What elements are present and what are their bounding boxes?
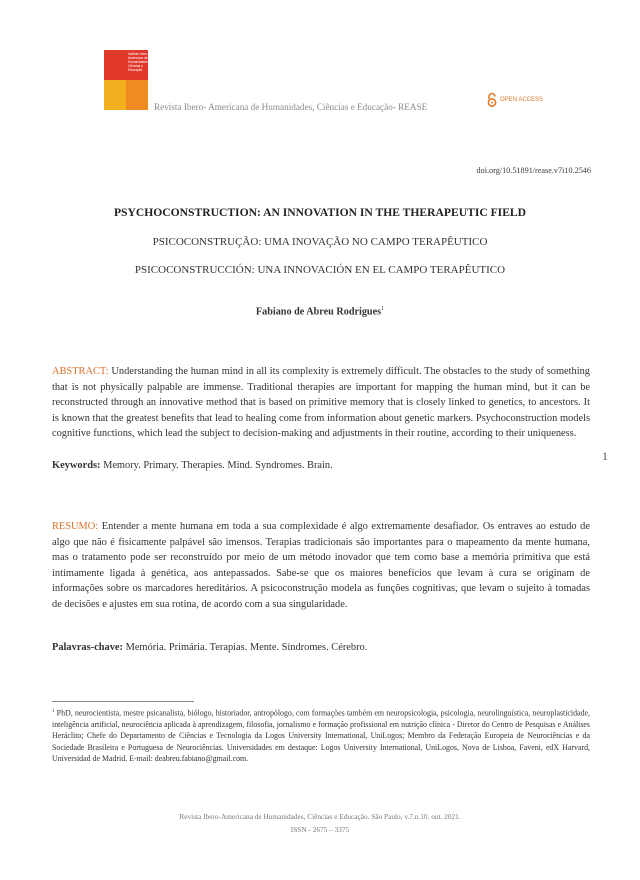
- journal-logo-yellow-block: [104, 80, 126, 110]
- footnote-divider: [52, 701, 194, 702]
- journal-name: Revista Ibero- Americana de Humanidades, Ciências e Educação- REASE: [154, 102, 428, 112]
- title-english: PSYCHOCONSTRUCTION: AN INNOVATION IN THE THERAPEUTIC FIELD: [113, 206, 527, 219]
- page-number: 1: [602, 449, 608, 463]
- palavras-chave-line: [52, 640, 590, 656]
- doi-link[interactable]: doi.org/10.51891/rease.v7i10.2546: [476, 166, 591, 175]
- journal-logo-orange-block: [126, 80, 148, 110]
- keywords-label: Keywords:: [52, 460, 101, 471]
- open-access-badge: [486, 93, 543, 107]
- footnote: [52, 706, 590, 764]
- resumo-label: RESUMO:: [52, 521, 99, 532]
- title-spanish: PSICOCONSTRUCCIÓN: UNA INNOVACIÓN EN EL CAMPO TERAPÊUTICO: [134, 264, 506, 276]
- footer-issn: ISSN - 2675 – 3375: [290, 825, 350, 834]
- palavras-chave-label: Palavras-chave:: [52, 642, 123, 653]
- footnote-mark: 1: [52, 709, 55, 714]
- author-name: Fabiano de Abreu Rodrigues: [255, 306, 382, 318]
- footer-citation: Revista Ibero-Americana de Humanidades, Ciências e Educação. São Paulo, v.7.n.10. out. 2021.: [179, 812, 461, 821]
- journal-logo-text: Instituto Ibero-Americano de Humanidades, Ciências e Educação: [128, 52, 149, 72]
- open-access-label: OPEN ACCESS: [500, 97, 544, 103]
- title-portuguese: PSICOCONSTRUÇÃO: UMA INOVAÇÃO NO CAMPO TERAPÊUTICO: [152, 236, 488, 248]
- footnote-text: PhD, neurocientista, mestre psicanalista, biólogo, historiador, antropólogo, com formações também em neuropsicologia, psicologia, neurolinguística, neuroplasticidade, inteligência artificial, neurociência aplicada à aprendizagem, filosofia, jornalismo e formação profissional em nutrição clínica - Diretor do Centro de Pesquisas e Análises Heráclito; Chefe do Departamento de Ciências e Tecnologia da Logos University International, UniLogos; Membro da Federação Europeia de Neurociências e da Sociedade Brasileira e Portuguesa de Neurociências. Universidades em destaque: Logos University International, UniLogos, Nova de Lisboa, Faveni, edX Harvard, Universidad de Madrid. E-mail: deabreu.fabiano@gmail.com.: [52, 708, 590, 763]
- resumo-text: Entender a mente humana em toda a sua complexidade é algo extremamente desafiador. Os entraves ao estudo de algo que não é fisicamente palpável são imensos. Terapias tradicionais são importantes para o mapeamento da mente humana, mas o tratamento pode ser reconstruído por meio de um método inovador que tem como base a memória primitiva que está intimamente ligada à genética, aos antepassados. Sabe-se que os maiores benefícios que levam à cura se originam de informações sobre os marcadores hereditários. A psicoconstrução modela as funções cognitivas, que levam o sujeito à tomadas de decisões e ajustes em sua rotina, de acordo com a sua singularidade.: [52, 521, 590, 610]
- resumo-paragraph: [52, 519, 590, 613]
- abstract-paragraph: [52, 364, 590, 442]
- palavras-chave-text: Memória. Primária. Terapias. Mente. Síndromes. Cérebro.: [122, 642, 368, 653]
- keywords-line: [52, 458, 590, 474]
- abstract-text: Understanding the human mind in all its complexity is extremely difficult. The obstacles to the study of something that is not physically palpable are immense. Traditional therapies are important for mapping the human mind, but it can be reconstructed through an innovative method that is based on primitive memory that is closely linked to genetics, to ancestors. It is known that the greatest benefits that lead to healing come from information about genetic markers. Psychoconstruction models cognitive functions, which lead the subject to decision-making and adjustments in their routine, according to their uniqueness.: [52, 366, 590, 440]
- author-footnote-mark[interactable]: 1: [381, 306, 385, 312]
- abstract-label: ABSTRACT:: [52, 366, 109, 377]
- open-access-lock-icon: [486, 93, 498, 107]
- author-line: [0, 306, 640, 317]
- keywords-text: Memory. Primary. Therapies. Mind. Syndromes. Brain.: [100, 460, 333, 471]
